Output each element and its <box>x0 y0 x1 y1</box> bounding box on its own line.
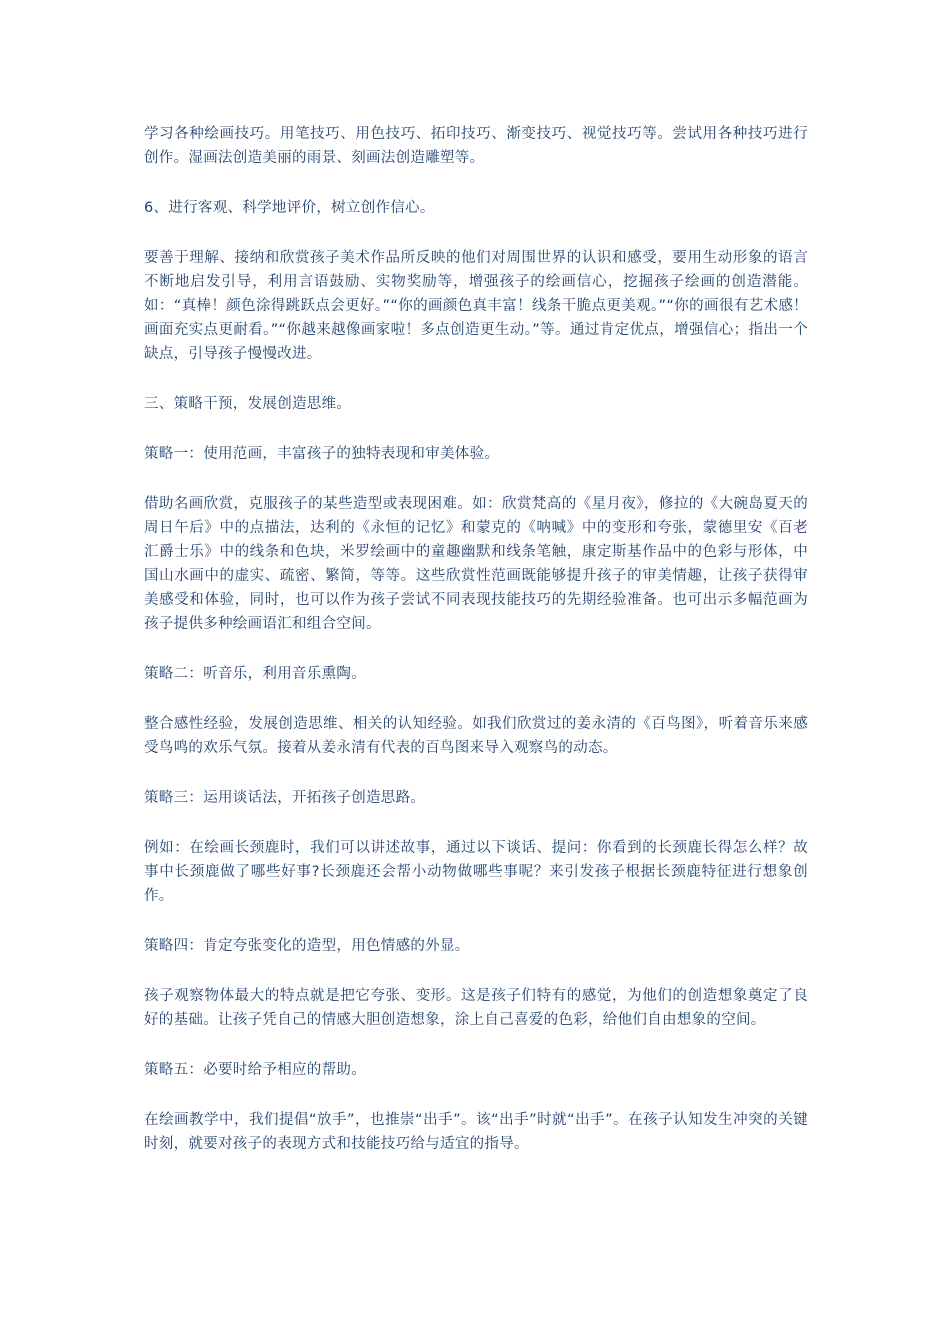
paragraph-spacer <box>144 1082 808 1108</box>
paragraph-spacer <box>144 1032 808 1058</box>
paragraph-strategy-1: 借助名画欣赏，克服孩子的某些造型或表现困难。如：欣赏梵高的《星月夜》，修拉的《大碗岛夏天的周日午后》中的点描法，达利的《永恒的记忆》和蒙克的《呐喊》中的变形和夸张，蒙德里安《百老汇爵士乐》中的线条和色块，米罗绘画中的童趣幽默和线条笔触，康定斯基作品中的色彩与形体，中国山水画中的虚实、疏密、繁简，等等。这些欣赏性范画既能够提升孩子的审美情趣，让孩子获得审美感受和体验，同时，也可以作为孩子尝试不同表现技能技巧的先期经验准备。也可出示多幅范画为孩子提供多种绘画语汇和组合空间。 <box>144 496 808 632</box>
paragraph-spacer <box>144 366 808 392</box>
heading-strategy-section: 三、策略干预，发展创造思维。 <box>144 396 352 412</box>
paragraph-strategy-2: 整合感性经验，发展创造思维、相关的认知经验。如我们欣赏过的姜永清的《百鸟图》，听着音乐来感受鸟鸣的欢乐气氛。接着从姜永清有代表的百鸟图来导入观察鸟的动态。 <box>144 716 808 756</box>
paragraph-spacer <box>144 220 808 246</box>
paragraph-spacer <box>144 760 808 786</box>
paragraph-strategy-4: 孩子观察物体最大的特点就是把它夸张、变形。这是孩子们特有的感觉，为他们的创造想象奠定了良好的基础。让孩子凭自己的情感大胆创造想象，涂上自己喜爱的色彩，给他们自由想象的空间。 <box>144 988 808 1028</box>
paragraph-spacer <box>144 908 808 934</box>
paragraph-spacer <box>144 686 808 712</box>
paragraph-strategy-5: 在绘画教学中，我们提倡“放手”，也推崇“出手”。该“出手”时就“出手”。在孩子认知发生冲突的关键时刻，就要对孩子的表现方式和技能技巧给与适宜的指导。 <box>144 1112 808 1152</box>
heading-strategy-1: 策略一：使用范画，丰富孩子的独特表现和审美体验。 <box>144 446 500 462</box>
heading-strategy-2: 策略二：听音乐，利用音乐熏陶。 <box>144 666 366 682</box>
heading-strategy-3: 策略三：运用谈话法，开拓孩子创造思路。 <box>144 790 426 806</box>
paragraph-spacer <box>144 416 808 442</box>
paragraph-spacer <box>144 466 808 492</box>
heading-strategy-5: 策略五：必要时给予相应的帮助。 <box>144 1062 366 1078</box>
paragraph-strategy-3: 例如：在绘画长颈鹿时，我们可以讲述故事，通过以下谈话、提问：你看到的长颈鹿长得怎么样？故事中长颈鹿做了哪些好事?长颈鹿还会帮小动物做哪些事呢？来引发孩子根据长颈鹿特征进行想象创作。 <box>144 840 808 904</box>
heading-strategy-4: 策略四：肯定夸张变化的造型，用色情感的外显。 <box>144 938 470 954</box>
paragraph-spacer <box>144 958 808 984</box>
paragraph-spacer <box>144 810 808 836</box>
paragraph-spacer <box>144 636 808 662</box>
paragraph-spacer <box>144 170 808 196</box>
paragraph-evaluation: 要善于理解、接纳和欣赏孩子美术作品所反映的他们对周围世界的认识和感受，要用生动形象的语言不断地启发引导，利用言语鼓励、实物奖励等，增强孩子的绘画信心，挖掘孩子绘画的创造潜能。如：“真棒！颜色涂得跳跃点会更好。”“你的画颜色真丰富！线条干脆点更美观。”“你的画很有艺术感！画面充实点更耐看。”“你越来越像画家啦！多点创造更生动。”等。通过肯定优点，增强信心；指出一个缺点，引导孩子慢慢改进。 <box>144 250 808 362</box>
paragraph-techniques: 学习各种绘画技巧。用笔技巧、用色技巧、拓印技巧、渐变技巧、视觉技巧等。尝试用各种技巧进行创作。湿画法创造美丽的雨景、刻画法创造雕塑等。 <box>144 126 808 166</box>
document-body <box>144 122 808 1156</box>
heading-evaluation: 6、进行客观、科学地评价，树立创作信心。 <box>144 200 435 216</box>
